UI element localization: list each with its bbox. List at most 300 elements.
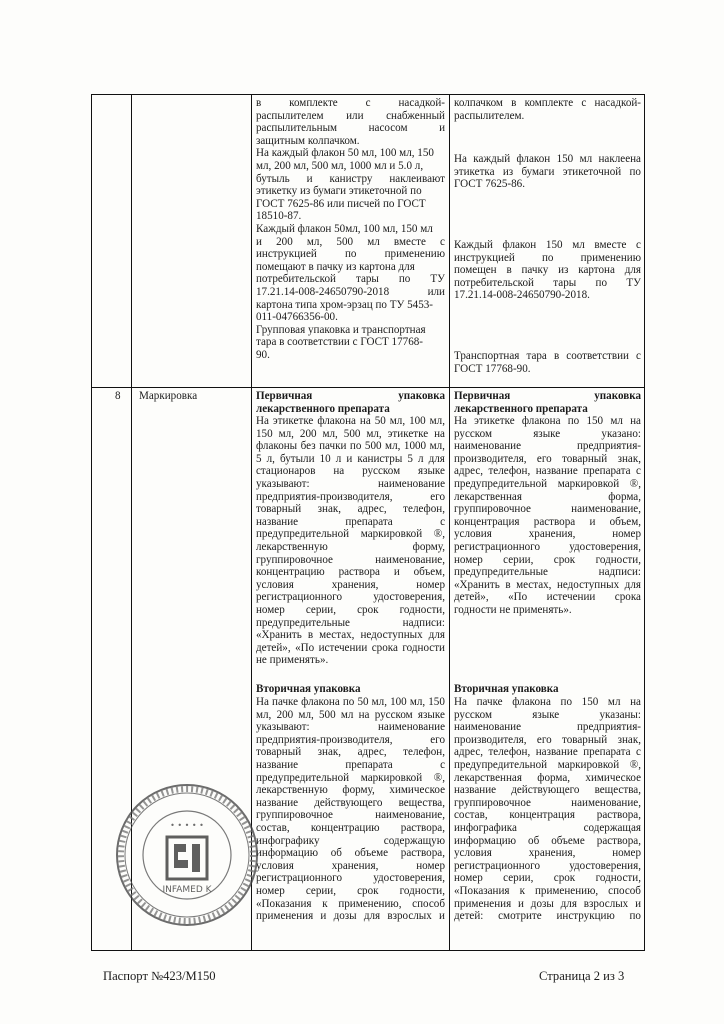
word: телефон, [488,465,531,478]
text-line [454,591,641,604]
text-line [256,604,445,617]
word: или [346,109,364,122]
word: адрес, [454,465,484,478]
text-line [256,746,445,759]
word: флакона [521,415,561,427]
text-line [454,847,641,860]
word: его [430,733,445,746]
row-number: 8 [115,390,121,402]
word: тары [355,273,379,286]
word: указаны: [599,708,641,721]
word: Транспортная [454,350,520,362]
text-line: не применять». [256,654,329,667]
text-line [454,440,641,453]
right-primary-heading [454,390,641,415]
word: адрес, [454,746,484,759]
word: мл [579,153,593,165]
footer-page-number: Страница 2 из 3 [539,969,625,983]
text-line [256,822,445,835]
text-line [256,617,445,630]
word: указано: [601,427,641,440]
text-line [454,860,641,873]
word: в [506,264,512,277]
word: с [636,239,641,251]
word: применению [384,248,445,261]
word: группировочное [454,796,531,809]
word: телефон, [403,746,445,759]
word: русском [362,465,401,478]
text-line [256,797,445,810]
text-line [454,696,641,709]
text-line [256,110,445,123]
word: предприятия-производителя, [256,733,393,746]
word: по [560,696,572,708]
word: мл [610,415,623,427]
text-line [454,797,641,810]
word: адрес, [357,503,387,516]
text-line [454,822,641,835]
word: наклеивают [389,172,445,185]
text-line [256,734,445,747]
word: раствора, [400,821,445,834]
word: ТУ [430,273,445,286]
word: с [636,350,641,362]
word: хранения, [528,528,576,541]
word: телефон, [488,746,531,759]
word: с [440,758,445,771]
text-line: ГОСТ 7625-86. [454,178,525,191]
word: название [256,796,299,809]
word: срок [357,884,379,897]
word: На [256,696,269,708]
word: удостоверения, [373,591,445,604]
text-line [256,465,445,478]
word: инструкцией [256,248,317,261]
text-line [256,835,445,848]
text-line [256,478,445,491]
word: комплекте [524,97,574,109]
word: раствора [338,566,380,579]
word: ®, [433,771,445,784]
word: 150 [428,696,445,708]
word: вместе [594,239,627,251]
word: смотрите [498,910,542,923]
word: наименование [377,721,445,734]
text-line [256,784,445,797]
word: ®, [433,528,445,541]
text-line: защитным колпачком. [256,134,360,147]
word: без [300,440,316,453]
word: в [505,578,511,591]
word: взрослых [583,897,629,910]
text-line [454,415,641,428]
text-line [454,910,641,923]
word: телефон, [403,503,445,516]
word: к [322,897,328,910]
word: На [454,153,467,165]
word: наименование [454,721,522,734]
word: состав, [256,821,290,834]
word: товарный [256,503,302,516]
word: распылительным [256,122,338,135]
word: условия [454,528,492,541]
text-line [454,252,641,265]
text-line [454,97,641,110]
word: из [502,165,514,178]
packaging-left-text [256,97,445,361]
text-line [256,566,445,579]
word: предупредительной [454,758,548,771]
word: товарный [562,452,608,465]
word: наименование [454,440,522,453]
word: мл, [278,427,294,440]
word: соответствии [566,350,629,362]
text-line [256,872,445,885]
left-secondary-heading: Вторичная упаковка [256,683,361,695]
word: 5 [256,452,262,465]
text-line: 90. [256,348,270,361]
text-line [454,885,641,898]
word: лекарственную [256,540,328,553]
word: взрослых [387,910,432,923]
word: мл, [371,696,387,708]
word: знак, [617,452,641,465]
word: препарата [583,465,631,478]
word: и [256,235,262,248]
word: 100 [409,415,426,427]
word: 50 [374,415,386,427]
text-line [454,746,641,759]
word: название [535,746,578,759]
word: концентрация [454,515,520,528]
word: с [365,97,371,109]
word: наклеена [598,153,641,165]
word: маркировкой [360,771,423,784]
word: этикетке [474,415,515,427]
word: лекарственная [454,771,522,784]
word: инфографику [256,834,320,847]
word: снабженный [386,109,445,122]
text-line [454,579,641,592]
word: распылителем [256,109,324,122]
word: объем, [413,566,445,579]
word: на [630,415,641,427]
packaging-right-text-d [454,350,641,375]
text-line [454,516,641,529]
word: «Показания [256,897,312,910]
text-line [256,491,445,504]
word: условия [256,578,294,591]
word: номер [454,553,483,566]
word: истечении [546,591,596,604]
word: маркировкой [360,528,423,541]
word: удостоверения, [373,872,445,885]
text-line [256,122,445,135]
text-line [256,885,445,898]
word: детей», [454,591,489,604]
word: бумаги [521,165,555,178]
word: концентрация [509,809,575,822]
text-line [454,872,641,885]
word: номер [612,528,641,541]
word: годности, [595,872,641,885]
word: знак, [317,746,342,759]
word: препарата [583,746,631,759]
stamp-text: INFAMED K [162,885,212,895]
text-line [256,860,445,873]
word: способ [412,897,445,910]
word: мл [607,696,621,708]
word: удостоверения, [569,540,641,553]
word: по [349,440,362,453]
text-line [454,453,641,466]
word: форма, [537,771,571,784]
word: 500 [336,235,354,248]
word: 150 [256,427,273,440]
word: маркировкой [557,758,620,771]
left-secondary-text [256,696,445,923]
word: инструкцию [556,910,615,923]
word: мл [572,239,585,251]
text-line [256,541,445,554]
word: тара [526,350,547,362]
word: годности [402,641,445,654]
word: лекарственная [454,490,522,503]
word: раствора, [400,847,445,860]
word: каждый [473,153,511,165]
packaging-right-text-c [454,239,641,302]
word: флакон [516,153,551,165]
word: наименование [377,477,445,490]
text-line [454,784,641,797]
word: 150 [545,239,563,251]
word: 10 [319,452,331,465]
text-line: 18510-87. [256,210,302,223]
word: 200 [276,235,293,248]
word: по [595,276,608,289]
word: «По [295,641,315,654]
text-line [454,898,641,911]
text-line: распылителем. [454,109,525,122]
word: мл, [385,440,401,453]
word: информацию [256,847,319,860]
text-line [256,591,445,604]
word: пачке [476,696,503,708]
word: применению [580,251,641,264]
word: раствора [533,515,576,528]
word: на [358,708,370,721]
text-line [454,721,641,734]
text-line [256,428,445,441]
word: надписи: [598,566,641,579]
text-line [256,642,445,655]
text-line: Каждый флакон 50мл, 100 мл, 150 мл [256,222,433,235]
text-line [454,166,641,179]
text-line: картона типа хром-эрзац по ТУ 5453- [256,298,433,311]
word: химическое [585,771,641,784]
word: предупредительной [454,477,548,490]
word: насадкой- [398,97,445,109]
word: и [346,452,353,465]
text-line [256,772,445,785]
word: к [519,884,525,897]
text-line [454,350,641,363]
text-line [256,173,445,186]
word: тары [553,276,577,289]
word: мл, [366,427,382,440]
word: об [330,847,342,860]
word: предупредительной [256,771,350,784]
word: насадкой- [594,97,641,109]
word: и [518,897,524,910]
word: серии, [305,603,337,616]
word: «Показания [454,884,510,897]
text-line [256,528,445,541]
word: для [560,897,577,910]
word: по [567,415,580,427]
word: пачку [521,264,549,277]
word: условия [256,859,294,872]
right-secondary-text [454,696,641,923]
word: в [256,97,262,109]
word: предупредительные [454,566,548,579]
text-line [454,239,641,252]
word: удостоверения, [569,859,641,872]
text-line [454,428,641,441]
text-line [256,516,445,529]
word: флаконы [256,440,298,453]
word: и [320,910,327,923]
word: На [454,415,467,427]
word: пачке [272,696,299,708]
word: недоступных [360,629,423,642]
word: бутыль [256,172,290,185]
word: на [434,427,445,440]
word: применению, [338,897,402,910]
text-line [454,478,641,491]
word: по [398,273,411,286]
word: указывают: [256,721,310,734]
word: концентрацию [310,821,380,834]
word: 200 [276,708,294,721]
word: по [342,696,355,708]
word: 150 [586,415,604,427]
word: л, [266,452,275,465]
word: или [427,285,445,298]
word: название [535,465,578,478]
word: номер [256,884,285,897]
word: предприятия-производителя, [256,490,393,503]
word: 17.21.14-008-24650790-2018 [256,285,390,298]
word: упаковка [398,390,445,402]
text-line [256,709,445,722]
word: л [417,452,424,465]
word: и [439,122,445,135]
word: срока [371,641,398,654]
text-line: этикетку из бумаги этикеточной по [256,185,422,198]
word: название [256,758,299,771]
word: и [393,566,400,579]
word: его [430,490,445,503]
word: действующего [314,796,383,809]
word: мл, [429,415,445,427]
word: этикетке [387,427,429,440]
word: мл, [429,440,445,453]
word: в [553,350,560,362]
word: номер [454,872,483,885]
word: срок [553,872,576,885]
word: с [636,746,641,759]
word: информацию [454,834,517,847]
word: годности, [595,553,641,566]
word: содержащую [383,834,445,847]
word: способ [608,884,641,897]
text-line [256,415,445,428]
text-line [454,528,641,541]
word: производителя, [454,452,527,465]
word: детей: [454,910,484,923]
text-line [256,236,445,249]
word: 150 [556,153,574,165]
row-name: Маркировка [139,390,198,402]
word: хранения, [331,859,379,872]
word: серии, [503,553,534,566]
word: номер [416,859,445,872]
word: и [589,515,596,528]
word: из [558,264,569,277]
word: мл [340,708,354,721]
word: срок [357,603,379,616]
word: раствора, [596,809,641,822]
word: концентрацию [256,566,325,579]
word: 500 [343,427,361,440]
word: комплекте [289,97,338,109]
text-line [454,759,641,772]
word: ТУ [626,276,641,289]
word: 200 [299,427,317,440]
word: языке [417,708,445,721]
word: вещества, [594,784,641,797]
word: недоступных [556,578,620,591]
table-border-top [91,94,645,95]
word: На [454,696,467,708]
word: препарата [345,515,393,528]
word: мл, [322,427,338,440]
word: раствора, [596,834,641,847]
text-line [454,809,641,822]
text-line [256,273,445,286]
word: и [439,910,445,923]
word: дозы [333,910,357,923]
word: содержащая [583,821,641,834]
word: его [536,452,552,465]
word: истечении [318,641,368,654]
word: регистрационного [454,859,540,872]
heading-line: лекарственного препарата [256,402,390,415]
word: регистрационного [454,540,540,553]
word: и [635,897,641,910]
text-line [256,97,445,110]
word: хранения, [528,847,576,860]
word: лекарственную [256,784,328,797]
word: 50 [357,696,369,708]
word: мл [367,235,380,248]
text-line [454,153,641,166]
word: Каждый [454,239,493,251]
word: бутыли [279,452,315,465]
text-line: годности не применять». [454,603,572,616]
text-line [454,734,641,747]
